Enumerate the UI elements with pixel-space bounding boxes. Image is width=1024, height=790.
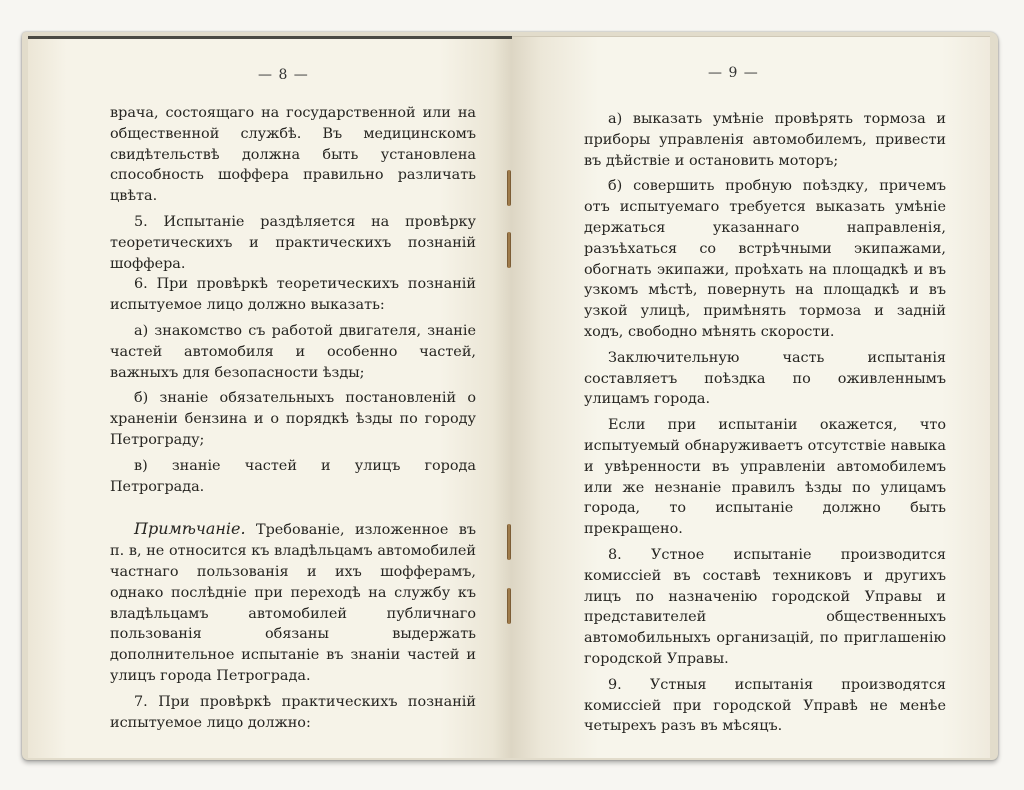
paragraph: а) знакомство съ работой двигателя, знаніе частей автомобиля и особенно частей, важныхъ для безопасности ѣзды; — [110, 322, 476, 381]
paragraph: Заключительную часть испытанія составляетъ поѣздка по оживленнымъ улицамъ города. — [584, 349, 946, 408]
page-number-left: — 8 — — [258, 67, 309, 83]
right-page — [512, 36, 990, 758]
binding-stitch — [507, 170, 511, 206]
page-number-right: — 9 — — [708, 65, 759, 81]
note-text: Требованіе, изложенное въ п. в, не относится къ владѣльцамъ автомобилей частнаго пользованія и ихъ шофферамъ, однако послѣдніе при переходѣ на службу къ владѣльцамъ автомобилей публичнаго пользованія обязаны выдержать дополнительное испытаніе въ знаніи частей и улицъ города Петрограда. — [110, 522, 476, 684]
paragraph: 8. Устное испытаніе производится комиссіей въ составѣ техниковъ и другихъ лицъ по назначенію городской Управы и представителей общественныхъ автомобильныхъ организацій, по приглашенію городской Управы. — [584, 546, 946, 667]
paragraph: б) знаніе обязательныхъ постановленій о храненіи бензина и о порядкѣ ѣзды по городу Петрограду; — [110, 390, 476, 448]
paragraph: а) выказать умѣніе провѣрять тормоза и приборы управленія автомобилемъ, привести въ дѣйствіе и остановить моторъ; — [584, 111, 946, 169]
note-label: Примѣчаніе. — [134, 519, 246, 539]
left-page — [28, 36, 512, 758]
paragraph: 6. При провѣркѣ теоретическихъ познаній испытуемое лицо должно выказать: — [110, 276, 476, 314]
paragraph: б) совершить пробную поѣздку, причемъ отъ испытуемаго требуется выказать умѣніе держаться указаннаго направленія, разъѣхаться со встрѣчными экипажами, обогнать экипажи, проѣхать на площадкѣ и въ узкомъ мѣстѣ, повернуть на площадкѣ и въ узкой улицѣ, примѣнять тормоза и задній ходъ, свободно мѣнять скорости. — [584, 178, 946, 340]
binding-stitch — [507, 588, 511, 624]
paragraph: 9. Устныя испытанія производятся комиссіей при городской Управѣ не менѣе четырехъ разъ въ мѣсяцъ. — [584, 676, 946, 735]
note-paragraph — [110, 519, 476, 686]
paragraph: 7. При провѣркѣ практическихъ познаній испытуемое лицо должно: — [110, 693, 476, 731]
left-page-text — [110, 103, 476, 733]
paragraph: Если при испытаніи окажется, что испытуемый обнаруживаетъ отсутствіе навыка и увѣренности въ управленіи автомобилемъ или же незнаніе правилъ ѣзды по улицамъ города, то испытаніе должно быть прекращено. — [584, 417, 946, 538]
paragraph: в) знаніе частей и улицъ города Петрограда. — [110, 457, 476, 495]
right-page-text — [584, 109, 946, 737]
binding-stitch — [507, 524, 511, 560]
paragraph: врача, состоящаго на государственной или на общественной службѣ. Въ медицинскомъ свидѣтельствѣ должна быть установлена способность шоффера правильно различать цвѣта. — [110, 105, 476, 205]
binding-stitch — [507, 232, 511, 268]
paragraph: 5. Испытаніе раздѣляется на провѣрку теоретическихъ и практическихъ познаній шоффера. — [110, 213, 476, 272]
